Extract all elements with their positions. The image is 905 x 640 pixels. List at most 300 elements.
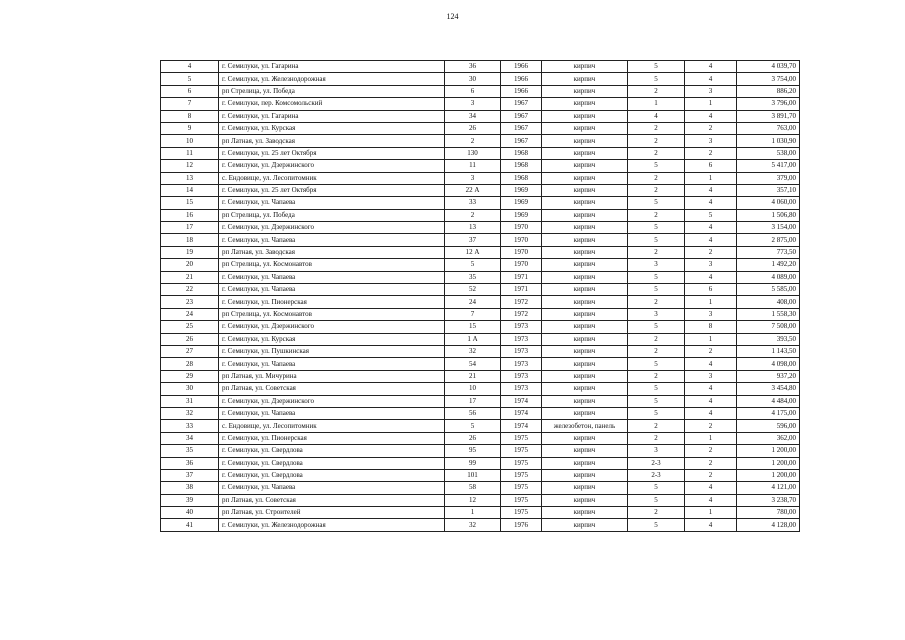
entrances-cell: 4 <box>685 407 737 419</box>
year-built-cell: 1970 <box>501 222 542 234</box>
floors-cell: 2 <box>628 209 685 221</box>
area-cell: 4 128,00 <box>737 519 800 531</box>
year-built-cell: 1975 <box>501 457 542 469</box>
wall-material-cell: кирпич <box>542 370 628 382</box>
wall-material-cell: кирпич <box>542 407 628 419</box>
year-built-cell: 1972 <box>501 308 542 320</box>
house-number-cell: 36 <box>445 61 501 73</box>
year-built-cell: 1975 <box>501 482 542 494</box>
address-cell: рп Стрелица, ул. Победа <box>219 209 445 221</box>
table-row <box>161 73 800 85</box>
floors-cell: 2 <box>628 184 685 196</box>
wall-material-cell: кирпич <box>542 61 628 73</box>
entrances-cell: 2 <box>685 345 737 357</box>
row-number-cell: 28 <box>161 358 219 370</box>
floors-cell: 5 <box>628 395 685 407</box>
area-cell: 5 417,00 <box>737 160 800 172</box>
address-cell: г. Семилуки, ул. 25 лет Октября <box>219 184 445 196</box>
area-cell: 4 039,70 <box>737 61 800 73</box>
table-row <box>161 284 800 296</box>
entrances-cell: 4 <box>685 383 737 395</box>
house-number-cell: 22 А <box>445 184 501 196</box>
entrances-cell: 4 <box>685 110 737 122</box>
table-body <box>161 61 800 532</box>
house-number-cell: 26 <box>445 122 501 134</box>
area-cell: 937,20 <box>737 370 800 382</box>
wall-material-cell: кирпич <box>542 469 628 481</box>
row-number-cell: 10 <box>161 135 219 147</box>
table-row <box>161 333 800 345</box>
wall-material-cell: кирпич <box>542 135 628 147</box>
wall-material-cell: кирпич <box>542 507 628 519</box>
table-row <box>161 432 800 444</box>
address-cell: рп Стрелица, ул. Космонавтов <box>219 259 445 271</box>
wall-material-cell: кирпич <box>542 222 628 234</box>
floors-cell: 2 <box>628 333 685 345</box>
row-number-cell: 37 <box>161 469 219 481</box>
address-cell: г. Семилуки, ул. Свердлова <box>219 457 445 469</box>
area-cell: 393,50 <box>737 333 800 345</box>
area-cell: 362,00 <box>737 432 800 444</box>
entrances-cell: 5 <box>685 209 737 221</box>
house-number-cell: 3 <box>445 98 501 110</box>
table-row <box>161 172 800 184</box>
house-number-cell: 54 <box>445 358 501 370</box>
entrances-cell: 3 <box>685 308 737 320</box>
house-number-cell: 58 <box>445 482 501 494</box>
wall-material-cell: кирпич <box>542 122 628 134</box>
row-number-cell: 20 <box>161 259 219 271</box>
table-row <box>161 98 800 110</box>
entrances-cell: 2 <box>685 469 737 481</box>
entrances-cell: 4 <box>685 197 737 209</box>
address-cell: г. Семилуки, ул. Чапаева <box>219 284 445 296</box>
table-row <box>161 469 800 481</box>
house-number-cell: 52 <box>445 284 501 296</box>
entrances-cell: 3 <box>685 259 737 271</box>
table-row <box>161 61 800 73</box>
row-number-cell: 17 <box>161 222 219 234</box>
row-number-cell: 39 <box>161 494 219 506</box>
row-number-cell: 35 <box>161 445 219 457</box>
area-cell: 379,00 <box>737 172 800 184</box>
floors-cell: 5 <box>628 197 685 209</box>
address-cell: г. Семилуки, ул. Гагарина <box>219 110 445 122</box>
table-row <box>161 122 800 134</box>
floors-cell: 2 <box>628 345 685 357</box>
address-cell: г. Семилуки, ул. Пионерская <box>219 432 445 444</box>
entrances-cell: 4 <box>685 482 737 494</box>
wall-material-cell: кирпич <box>542 494 628 506</box>
year-built-cell: 1966 <box>501 85 542 97</box>
area-cell: 357,10 <box>737 184 800 196</box>
address-cell: рп Латная, ул. Мичурина <box>219 370 445 382</box>
year-built-cell: 1969 <box>501 209 542 221</box>
table-row <box>161 494 800 506</box>
floors-cell: 2 <box>628 246 685 258</box>
address-cell: рп Латная, ул. Советская <box>219 494 445 506</box>
address-cell: г. Семилуки, ул. Дзержинского <box>219 160 445 172</box>
wall-material-cell: кирпич <box>542 160 628 172</box>
wall-material-cell: кирпич <box>542 308 628 320</box>
year-built-cell: 1973 <box>501 383 542 395</box>
year-built-cell: 1975 <box>501 432 542 444</box>
floors-cell: 3 <box>628 445 685 457</box>
year-built-cell: 1969 <box>501 197 542 209</box>
entrances-cell: 6 <box>685 284 737 296</box>
floors-cell: 5 <box>628 160 685 172</box>
address-cell: г. Семилуки, ул. Свердлова <box>219 445 445 457</box>
wall-material-cell: кирпич <box>542 73 628 85</box>
year-built-cell: 1973 <box>501 333 542 345</box>
table-row <box>161 395 800 407</box>
table-row <box>161 296 800 308</box>
year-built-cell: 1975 <box>501 445 542 457</box>
address-cell: г. Семилуки, ул. Дзержинского <box>219 395 445 407</box>
entrances-cell: 4 <box>685 234 737 246</box>
row-number-cell: 22 <box>161 284 219 296</box>
area-cell: 886,20 <box>737 85 800 97</box>
table-row <box>161 507 800 519</box>
table-row <box>161 308 800 320</box>
house-number-cell: 130 <box>445 147 501 159</box>
year-built-cell: 1973 <box>501 370 542 382</box>
wall-material-cell: кирпич <box>542 445 628 457</box>
area-cell: 2 875,00 <box>737 234 800 246</box>
entrances-cell: 2 <box>685 246 737 258</box>
year-built-cell: 1975 <box>501 469 542 481</box>
floors-cell: 5 <box>628 519 685 531</box>
table-row <box>161 345 800 357</box>
table-row <box>161 259 800 271</box>
year-built-cell: 1967 <box>501 122 542 134</box>
house-number-cell: 35 <box>445 271 501 283</box>
house-number-cell: 21 <box>445 370 501 382</box>
entrances-cell: 2 <box>685 445 737 457</box>
house-number-cell: 7 <box>445 308 501 320</box>
row-number-cell: 40 <box>161 507 219 519</box>
address-cell: г. Семилуки, ул. Железнодорожная <box>219 73 445 85</box>
entrances-cell: 2 <box>685 457 737 469</box>
floors-cell: 2 <box>628 85 685 97</box>
table-row <box>161 197 800 209</box>
row-number-cell: 15 <box>161 197 219 209</box>
entrances-cell: 3 <box>685 85 737 97</box>
house-number-cell: 10 <box>445 383 501 395</box>
year-built-cell: 1972 <box>501 296 542 308</box>
table-row <box>161 184 800 196</box>
entrances-cell: 4 <box>685 519 737 531</box>
year-built-cell: 1968 <box>501 172 542 184</box>
area-cell: 408,00 <box>737 296 800 308</box>
area-cell: 596,00 <box>737 420 800 432</box>
wall-material-cell: кирпич <box>542 259 628 271</box>
entrances-cell: 1 <box>685 333 737 345</box>
area-cell: 1 143,50 <box>737 345 800 357</box>
floors-cell: 5 <box>628 407 685 419</box>
row-number-cell: 31 <box>161 395 219 407</box>
year-built-cell: 1966 <box>501 73 542 85</box>
entrances-cell: 1 <box>685 432 737 444</box>
row-number-cell: 6 <box>161 85 219 97</box>
row-number-cell: 16 <box>161 209 219 221</box>
address-cell: г. Семилуки, ул. Пионерская <box>219 296 445 308</box>
wall-material-cell: кирпич <box>542 296 628 308</box>
floors-cell: 1 <box>628 98 685 110</box>
year-built-cell: 1968 <box>501 160 542 172</box>
table-row <box>161 519 800 531</box>
year-built-cell: 1975 <box>501 494 542 506</box>
entrances-cell: 8 <box>685 321 737 333</box>
house-number-cell: 34 <box>445 110 501 122</box>
table-row <box>161 85 800 97</box>
wall-material-cell: кирпич <box>542 172 628 184</box>
table-row <box>161 482 800 494</box>
floors-cell: 5 <box>628 321 685 333</box>
wall-material-cell: кирпич <box>542 333 628 345</box>
year-built-cell: 1966 <box>501 61 542 73</box>
area-cell: 1 200,00 <box>737 457 800 469</box>
row-number-cell: 27 <box>161 345 219 357</box>
area-cell: 1 200,00 <box>737 445 800 457</box>
wall-material-cell: кирпич <box>542 184 628 196</box>
entrances-cell: 1 <box>685 98 737 110</box>
area-cell: 4 484,00 <box>737 395 800 407</box>
entrances-cell: 4 <box>685 222 737 234</box>
year-built-cell: 1971 <box>501 271 542 283</box>
row-number-cell: 11 <box>161 147 219 159</box>
page-number: 124 <box>446 12 459 21</box>
year-built-cell: 1969 <box>501 184 542 196</box>
area-cell: 538,00 <box>737 147 800 159</box>
row-number-cell: 24 <box>161 308 219 320</box>
house-number-cell: 15 <box>445 321 501 333</box>
house-number-cell: 2 <box>445 135 501 147</box>
area-cell: 7 508,00 <box>737 321 800 333</box>
housing-table <box>160 60 800 532</box>
wall-material-cell: кирпич <box>542 345 628 357</box>
entrances-cell: 6 <box>685 160 737 172</box>
entrances-cell: 4 <box>685 73 737 85</box>
address-cell: г. Семилуки, ул. Курская <box>219 333 445 345</box>
floors-cell: 2 <box>628 122 685 134</box>
row-number-cell: 9 <box>161 122 219 134</box>
floors-cell: 5 <box>628 73 685 85</box>
wall-material-cell: кирпич <box>542 110 628 122</box>
house-number-cell: 95 <box>445 445 501 457</box>
year-built-cell: 1975 <box>501 507 542 519</box>
area-cell: 4 098,00 <box>737 358 800 370</box>
row-number-cell: 19 <box>161 246 219 258</box>
entrances-cell: 2 <box>685 122 737 134</box>
area-cell: 3 891,70 <box>737 110 800 122</box>
house-number-cell: 24 <box>445 296 501 308</box>
house-number-cell: 32 <box>445 345 501 357</box>
area-cell: 5 585,00 <box>737 284 800 296</box>
entrances-cell: 4 <box>685 184 737 196</box>
wall-material-cell: кирпич <box>542 246 628 258</box>
floors-cell: 5 <box>628 234 685 246</box>
address-cell: г. Семилуки, ул. 25 лет Октября <box>219 147 445 159</box>
floors-cell: 2 <box>628 507 685 519</box>
year-built-cell: 1967 <box>501 98 542 110</box>
wall-material-cell: кирпич <box>542 209 628 221</box>
house-number-cell: 2 <box>445 209 501 221</box>
row-number-cell: 33 <box>161 420 219 432</box>
address-cell: г. Семилуки, ул. Дзержинского <box>219 222 445 234</box>
house-number-cell: 12 <box>445 494 501 506</box>
floors-cell: 2 <box>628 420 685 432</box>
area-cell: 3 454,80 <box>737 383 800 395</box>
wall-material-cell: железобетон, панель <box>542 420 628 432</box>
row-number-cell: 32 <box>161 407 219 419</box>
house-number-cell: 13 <box>445 222 501 234</box>
address-cell: г. Семилуки, ул. Свердлова <box>219 469 445 481</box>
entrances-cell: 2 <box>685 420 737 432</box>
row-number-cell: 5 <box>161 73 219 85</box>
entrances-cell: 2 <box>685 147 737 159</box>
address-cell: рп Латная, ул. Заводская <box>219 135 445 147</box>
year-built-cell: 1973 <box>501 345 542 357</box>
floors-cell: 2-3 <box>628 457 685 469</box>
floors-cell: 5 <box>628 494 685 506</box>
wall-material-cell: кирпич <box>542 85 628 97</box>
address-cell: рп Латная, ул. Строителей <box>219 507 445 519</box>
house-number-cell: 1 А <box>445 333 501 345</box>
year-built-cell: 1974 <box>501 420 542 432</box>
row-number-cell: 29 <box>161 370 219 382</box>
wall-material-cell: кирпич <box>542 432 628 444</box>
floors-cell: 2-3 <box>628 469 685 481</box>
floors-cell: 2 <box>628 135 685 147</box>
year-built-cell: 1973 <box>501 358 542 370</box>
area-cell: 4 060,00 <box>737 197 800 209</box>
row-number-cell: 34 <box>161 432 219 444</box>
area-cell: 3 154,00 <box>737 222 800 234</box>
address-cell: с. Ендовище, ул. Лесопитомник <box>219 172 445 184</box>
row-number-cell: 13 <box>161 172 219 184</box>
row-number-cell: 23 <box>161 296 219 308</box>
address-cell: рп Стрелица, ул. Победа <box>219 85 445 97</box>
address-cell: г. Семилуки, ул. Курская <box>219 122 445 134</box>
row-number-cell: 36 <box>161 457 219 469</box>
entrances-cell: 4 <box>685 395 737 407</box>
house-number-cell: 26 <box>445 432 501 444</box>
year-built-cell: 1976 <box>501 519 542 531</box>
address-cell: рп Латная, ул. Заводская <box>219 246 445 258</box>
floors-cell: 2 <box>628 147 685 159</box>
row-number-cell: 4 <box>161 61 219 73</box>
area-cell: 763,00 <box>737 122 800 134</box>
house-number-cell: 56 <box>445 407 501 419</box>
row-number-cell: 7 <box>161 98 219 110</box>
table-row <box>161 222 800 234</box>
table-row <box>161 209 800 221</box>
area-cell: 1 506,80 <box>737 209 800 221</box>
wall-material-cell: кирпич <box>542 271 628 283</box>
wall-material-cell: кирпич <box>542 519 628 531</box>
area-cell: 4 089,00 <box>737 271 800 283</box>
row-number-cell: 41 <box>161 519 219 531</box>
wall-material-cell: кирпич <box>542 147 628 159</box>
address-cell: г. Семилуки, ул. Гагарина <box>219 61 445 73</box>
entrances-cell: 4 <box>685 271 737 283</box>
year-built-cell: 1973 <box>501 321 542 333</box>
entrances-cell: 4 <box>685 358 737 370</box>
table-row <box>161 407 800 419</box>
wall-material-cell: кирпич <box>542 358 628 370</box>
wall-material-cell: кирпич <box>542 383 628 395</box>
row-number-cell: 12 <box>161 160 219 172</box>
entrances-cell: 4 <box>685 494 737 506</box>
house-number-cell: 1 <box>445 507 501 519</box>
address-cell: рп Латная, ул. Советская <box>219 383 445 395</box>
year-built-cell: 1974 <box>501 407 542 419</box>
row-number-cell: 18 <box>161 234 219 246</box>
floors-cell: 2 <box>628 296 685 308</box>
address-cell: г. Семилуки, ул. Пушкинская <box>219 345 445 357</box>
row-number-cell: 25 <box>161 321 219 333</box>
floors-cell: 4 <box>628 110 685 122</box>
year-built-cell: 1970 <box>501 234 542 246</box>
address-cell: г. Семилуки, ул. Чапаева <box>219 407 445 419</box>
wall-material-cell: кирпич <box>542 482 628 494</box>
house-number-cell: 99 <box>445 457 501 469</box>
table-row <box>161 420 800 432</box>
floors-cell: 5 <box>628 284 685 296</box>
row-number-cell: 30 <box>161 383 219 395</box>
address-cell: г. Семилуки, ул. Чапаева <box>219 358 445 370</box>
table-row <box>161 246 800 258</box>
floors-cell: 5 <box>628 61 685 73</box>
house-number-cell: 101 <box>445 469 501 481</box>
house-number-cell: 5 <box>445 420 501 432</box>
house-number-cell: 30 <box>445 73 501 85</box>
address-cell: г. Семилуки, ул. Чапаева <box>219 234 445 246</box>
house-number-cell: 6 <box>445 85 501 97</box>
address-cell: г. Семилуки, ул. Дзержинского <box>219 321 445 333</box>
house-number-cell: 3 <box>445 172 501 184</box>
house-number-cell: 12 А <box>445 246 501 258</box>
area-cell: 1 492,20 <box>737 259 800 271</box>
table-row <box>161 445 800 457</box>
entrances-cell: 3 <box>685 370 737 382</box>
floors-cell: 2 <box>628 172 685 184</box>
house-number-cell: 33 <box>445 197 501 209</box>
table-row <box>161 321 800 333</box>
house-number-cell: 5 <box>445 259 501 271</box>
year-built-cell: 1974 <box>501 395 542 407</box>
area-cell: 1 558,30 <box>737 308 800 320</box>
address-cell: г. Семилуки, ул. Чапаева <box>219 482 445 494</box>
area-cell: 1 030,90 <box>737 135 800 147</box>
address-cell: г. Семилуки, ул. Чапаева <box>219 271 445 283</box>
table-row <box>161 370 800 382</box>
area-cell: 3 796,00 <box>737 98 800 110</box>
row-number-cell: 38 <box>161 482 219 494</box>
year-built-cell: 1971 <box>501 284 542 296</box>
year-built-cell: 1967 <box>501 110 542 122</box>
wall-material-cell: кирпич <box>542 98 628 110</box>
table-row <box>161 358 800 370</box>
house-number-cell: 32 <box>445 519 501 531</box>
floors-cell: 5 <box>628 482 685 494</box>
table-row <box>161 383 800 395</box>
address-cell: с. Ендовище, ул. Лесопитомник <box>219 420 445 432</box>
area-cell: 1 200,00 <box>737 469 800 481</box>
floors-cell: 3 <box>628 308 685 320</box>
address-cell: г. Семилуки, ул. Железнодорожная <box>219 519 445 531</box>
